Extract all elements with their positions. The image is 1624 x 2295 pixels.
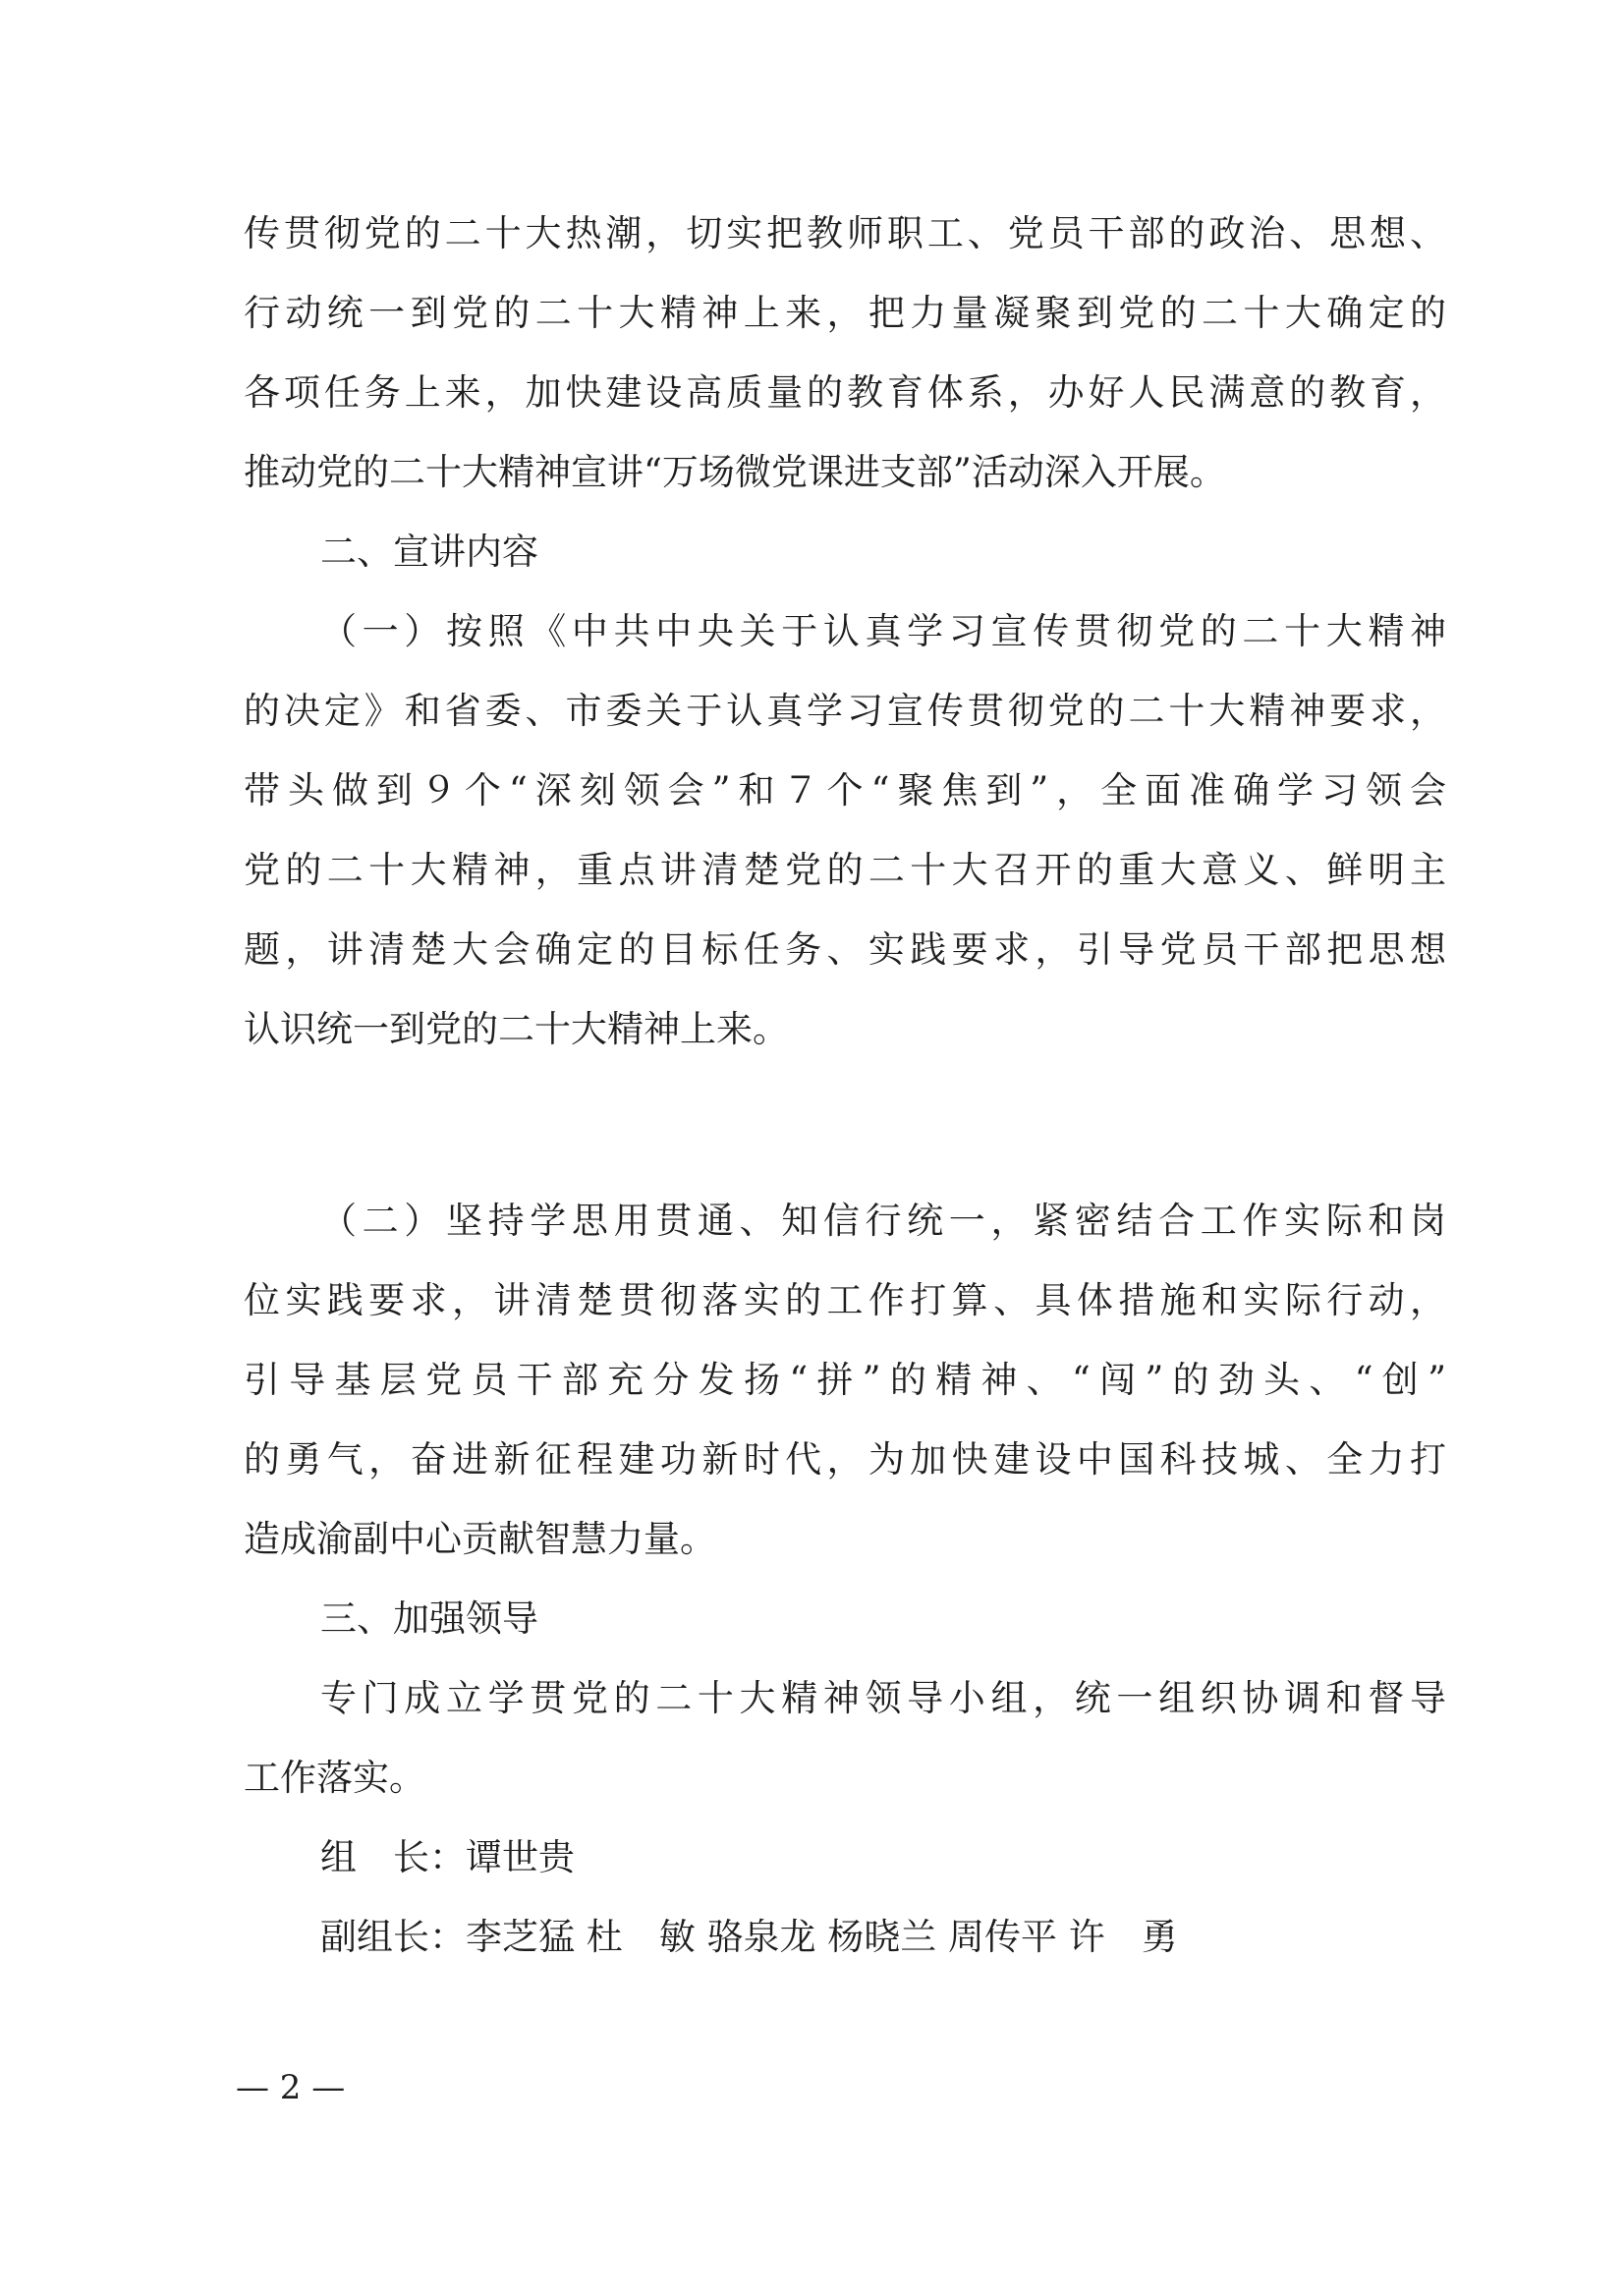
body-line <box>0 990 1624 1069</box>
body-line <box>0 1739 1624 1818</box>
body-line <box>0 831 1624 910</box>
leader-line <box>0 1898 1624 1977</box>
body-line <box>0 274 1624 353</box>
body-line <box>0 1421 1624 1499</box>
deputy-leaders: 副组长：李芝猛 杜 敏 骆泉龙 杨晓兰 周传平 许 勇 <box>320 1916 1178 1958</box>
body-line <box>0 752 1624 830</box>
body-line <box>0 592 1624 671</box>
body-text: 造成渝副中心贡献智慧力量。 <box>244 1518 716 1560</box>
body-text: 位实践要求，讲清楚贯彻落实的工作打算、具体措施和实际行动， <box>244 1279 1446 1321</box>
body-text: 工作落实。 <box>244 1757 425 1799</box>
body-line <box>0 354 1624 432</box>
body-text: 题，讲清楚大会确定的目标任务、实践要求，引导党员干部把思想 <box>244 928 1446 971</box>
body-text: 引导基层党员干部充分发扬“拼”的精神、“闯”的劲头、“创” <box>244 1359 1446 1401</box>
body-text: 传贯彻党的二十大热潮，切实把教师职工、党员干部的政治、思想、 <box>244 212 1446 254</box>
page-number: — 2 — <box>236 2068 346 2107</box>
section-heading <box>0 513 1624 591</box>
section-heading <box>0 1580 1624 1658</box>
leader-line <box>0 1819 1624 1897</box>
body-text: 专门成立学贯党的二十大精神领导小组，统一组织协调和督导 <box>320 1677 1446 1719</box>
body-line <box>0 672 1624 751</box>
body-text: 带头做到９个“深刻领会”和７个“聚焦到”，全面准确学习领会 <box>244 769 1446 812</box>
body-text: 的勇气，奋进新征程建功新时代，为加快建设中国科技城、全力打 <box>244 1438 1446 1481</box>
heading-text: 二、宣讲内容 <box>320 531 538 573</box>
body-text: （一）按照《中共中央关于认真学习宣传贯彻党的二十大精神 <box>320 610 1446 652</box>
body-text: 认识统一到党的二十大精神上来。 <box>244 1008 789 1050</box>
group-leader: 组 长：谭世贵 <box>320 1836 575 1878</box>
body-text: 党的二十大精神，重点讲清楚党的二十大召开的重大意义、鲜明主 <box>244 849 1446 891</box>
body-text: 各项任务上来，加快建设高质量的教育体系，办好人民满意的教育， <box>244 371 1446 414</box>
body-line <box>0 433 1624 512</box>
body-line <box>0 1182 1624 1260</box>
body-text: 行动统一到党的二十大精神上来，把力量凝聚到党的二十大确定的 <box>244 292 1446 334</box>
body-line <box>0 1659 1624 1738</box>
body-line <box>0 1500 1624 1579</box>
heading-text: 三、加强领导 <box>320 1597 538 1640</box>
body-line <box>0 911 1624 989</box>
body-text: 推动党的二十大精神宣讲“万场微党课进支部”活动深入开展。 <box>244 451 1226 493</box>
body-line <box>0 1341 1624 1420</box>
body-line <box>0 1261 1624 1340</box>
body-text: （二）坚持学思用贯通、知信行统一，紧密结合工作实际和岗 <box>320 1200 1446 1242</box>
body-text: 的决定》和省委、市委关于认真学习宣传贯彻党的二十大精神要求， <box>244 690 1446 732</box>
body-line <box>0 195 1624 273</box>
